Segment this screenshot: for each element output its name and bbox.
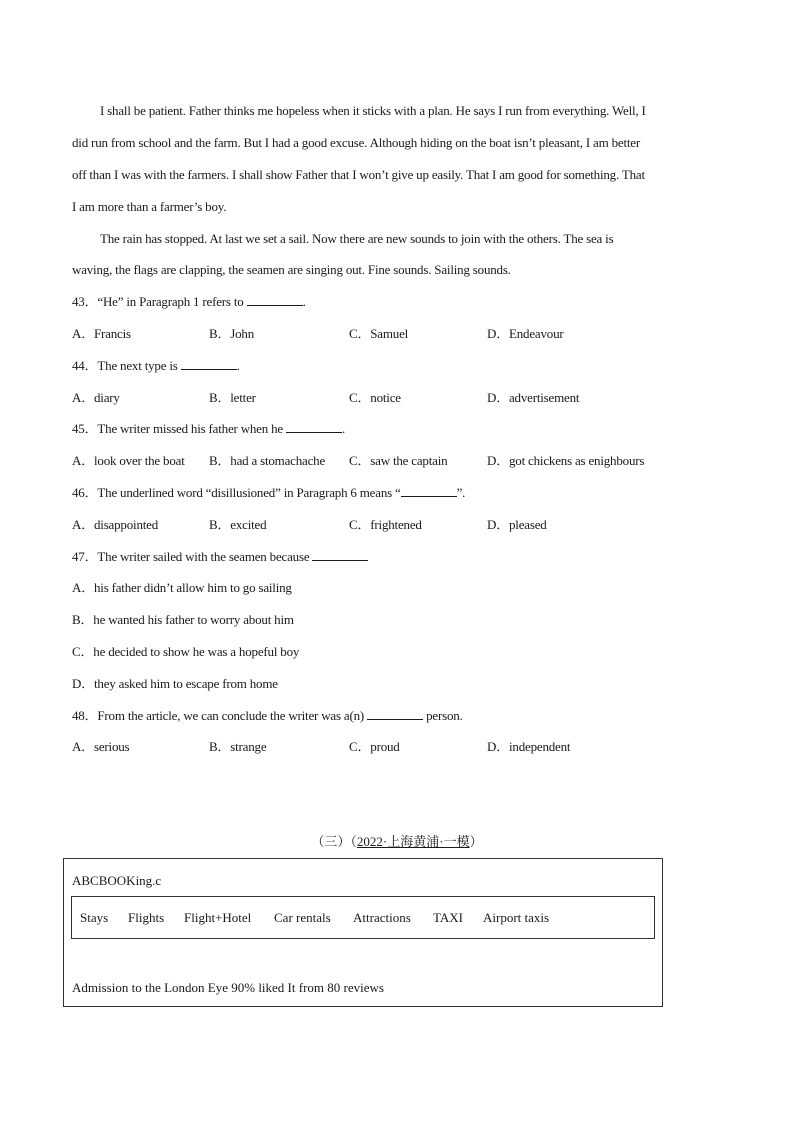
- passage-line: The rain has stopped. At last we set a sail. Now there are new sounds to join with the others. The sea is: [100, 231, 614, 246]
- option-b: B．strange: [209, 739, 267, 754]
- passage-line: off than I was with the farmers. I shall show Father that I won’t give up easily. That I am good for something. That: [72, 167, 645, 182]
- passage-line: waving, the flags are clapping, the seamen are singing out. Fine sounds. Sailing sounds.: [72, 262, 511, 277]
- answer-blank: [181, 358, 237, 370]
- question-stem: 43．“He” in Paragraph 1 refers to: [72, 294, 247, 309]
- option-a: A．disappointed: [72, 517, 159, 532]
- question-stem-end: .: [236, 358, 240, 373]
- nav-item-stays[interactable]: Stays: [80, 910, 109, 925]
- option-c: C．notice: [349, 390, 401, 405]
- question-stem: 44．The next type is: [72, 358, 181, 373]
- review-text: Admission to the London Eye 90% liked It from 80 reviews: [72, 980, 384, 995]
- question-stem-end: .: [302, 294, 306, 309]
- option-b: B．he wanted his father to worry about him: [72, 612, 294, 627]
- question-44: [72, 358, 240, 374]
- question-stem: 45．The writer missed his father when he: [72, 421, 287, 436]
- option-c: C．Samuel: [349, 326, 409, 341]
- question-46: [72, 485, 465, 501]
- option-c: C．saw the captain: [349, 453, 448, 468]
- section-prefix: （三）（: [311, 834, 357, 849]
- nav-item-airport-taxis[interactable]: Airport taxis: [483, 910, 550, 925]
- question-43: [72, 294, 306, 310]
- option-c: C．proud: [349, 739, 400, 754]
- passage-line: I shall be patient. Father thinks me hopeless when it sticks with a plan. He says I run from everything. Well, I: [100, 103, 646, 118]
- answer-blank: [312, 549, 368, 561]
- option-d: D．advertisement: [487, 390, 580, 405]
- site-name: ABCBOOKing.c: [72, 873, 162, 888]
- section-source: 2022·上海黄浦·一模: [356, 834, 470, 849]
- option-d: D．independent: [487, 739, 571, 754]
- nav-item-attractions[interactable]: Attractions: [353, 910, 411, 925]
- section-suffix: ）: [469, 834, 483, 849]
- question-45: [72, 421, 345, 437]
- booking-nav-bar: [71, 896, 655, 939]
- option-d: D．Endeavour: [487, 326, 564, 341]
- option-b: B．had a stomachache: [209, 453, 326, 468]
- option-b: B．letter: [209, 390, 256, 405]
- option-c: C．he decided to show he was a hopeful boy: [72, 644, 300, 659]
- option-b: B．excited: [209, 517, 267, 532]
- option-a: A．diary: [72, 390, 120, 405]
- passage-line: did run from school and the farm. But I had a good excuse. Although hiding on the boat isn’t pleasant, I am better: [72, 135, 640, 150]
- option-a: A．his father didn’t allow him to go sailing: [72, 580, 292, 595]
- answer-blank: [247, 294, 303, 306]
- answer-blank: [401, 485, 457, 497]
- nav-item-flights[interactable]: Flights: [128, 910, 165, 925]
- question-stem-end: .: [342, 421, 346, 436]
- option-a: A．look over the boat: [72, 453, 185, 468]
- nav-item-taxi[interactable]: TAXI: [433, 910, 464, 925]
- section-heading: [0, 834, 794, 850]
- question-stem: 46．The underlined word “disillusioned” in Paragraph 6 means “: [72, 485, 401, 500]
- question-47: [72, 549, 368, 565]
- answer-blank: [286, 421, 342, 433]
- option-a: A．Francis: [72, 326, 131, 341]
- question-stem-end: ”.: [456, 485, 466, 500]
- question-stem-end: person.: [423, 708, 463, 723]
- nav-item-flight-hotel[interactable]: Flight+Hotel: [184, 910, 252, 925]
- question-48: [72, 708, 463, 724]
- option-d: D．got chickens as enighbours: [487, 453, 645, 468]
- option-a: A．serious: [72, 739, 130, 754]
- passage-line: I am more than a farmer’s boy.: [72, 199, 227, 214]
- question-stem: 47．The writer sailed with the seamen because: [72, 549, 313, 564]
- option-d: D．pleased: [487, 517, 547, 532]
- question-stem: 48．From the article, we can conclude the writer was a(n): [72, 708, 368, 723]
- nav-item-car-rentals[interactable]: Car rentals: [274, 910, 331, 925]
- answer-blank: [367, 708, 423, 720]
- option-c: C．frightened: [349, 517, 422, 532]
- booking-ad-box: [63, 858, 663, 1007]
- option-b: B．John: [209, 326, 255, 341]
- option-d: D．they asked him to escape from home: [72, 676, 278, 691]
